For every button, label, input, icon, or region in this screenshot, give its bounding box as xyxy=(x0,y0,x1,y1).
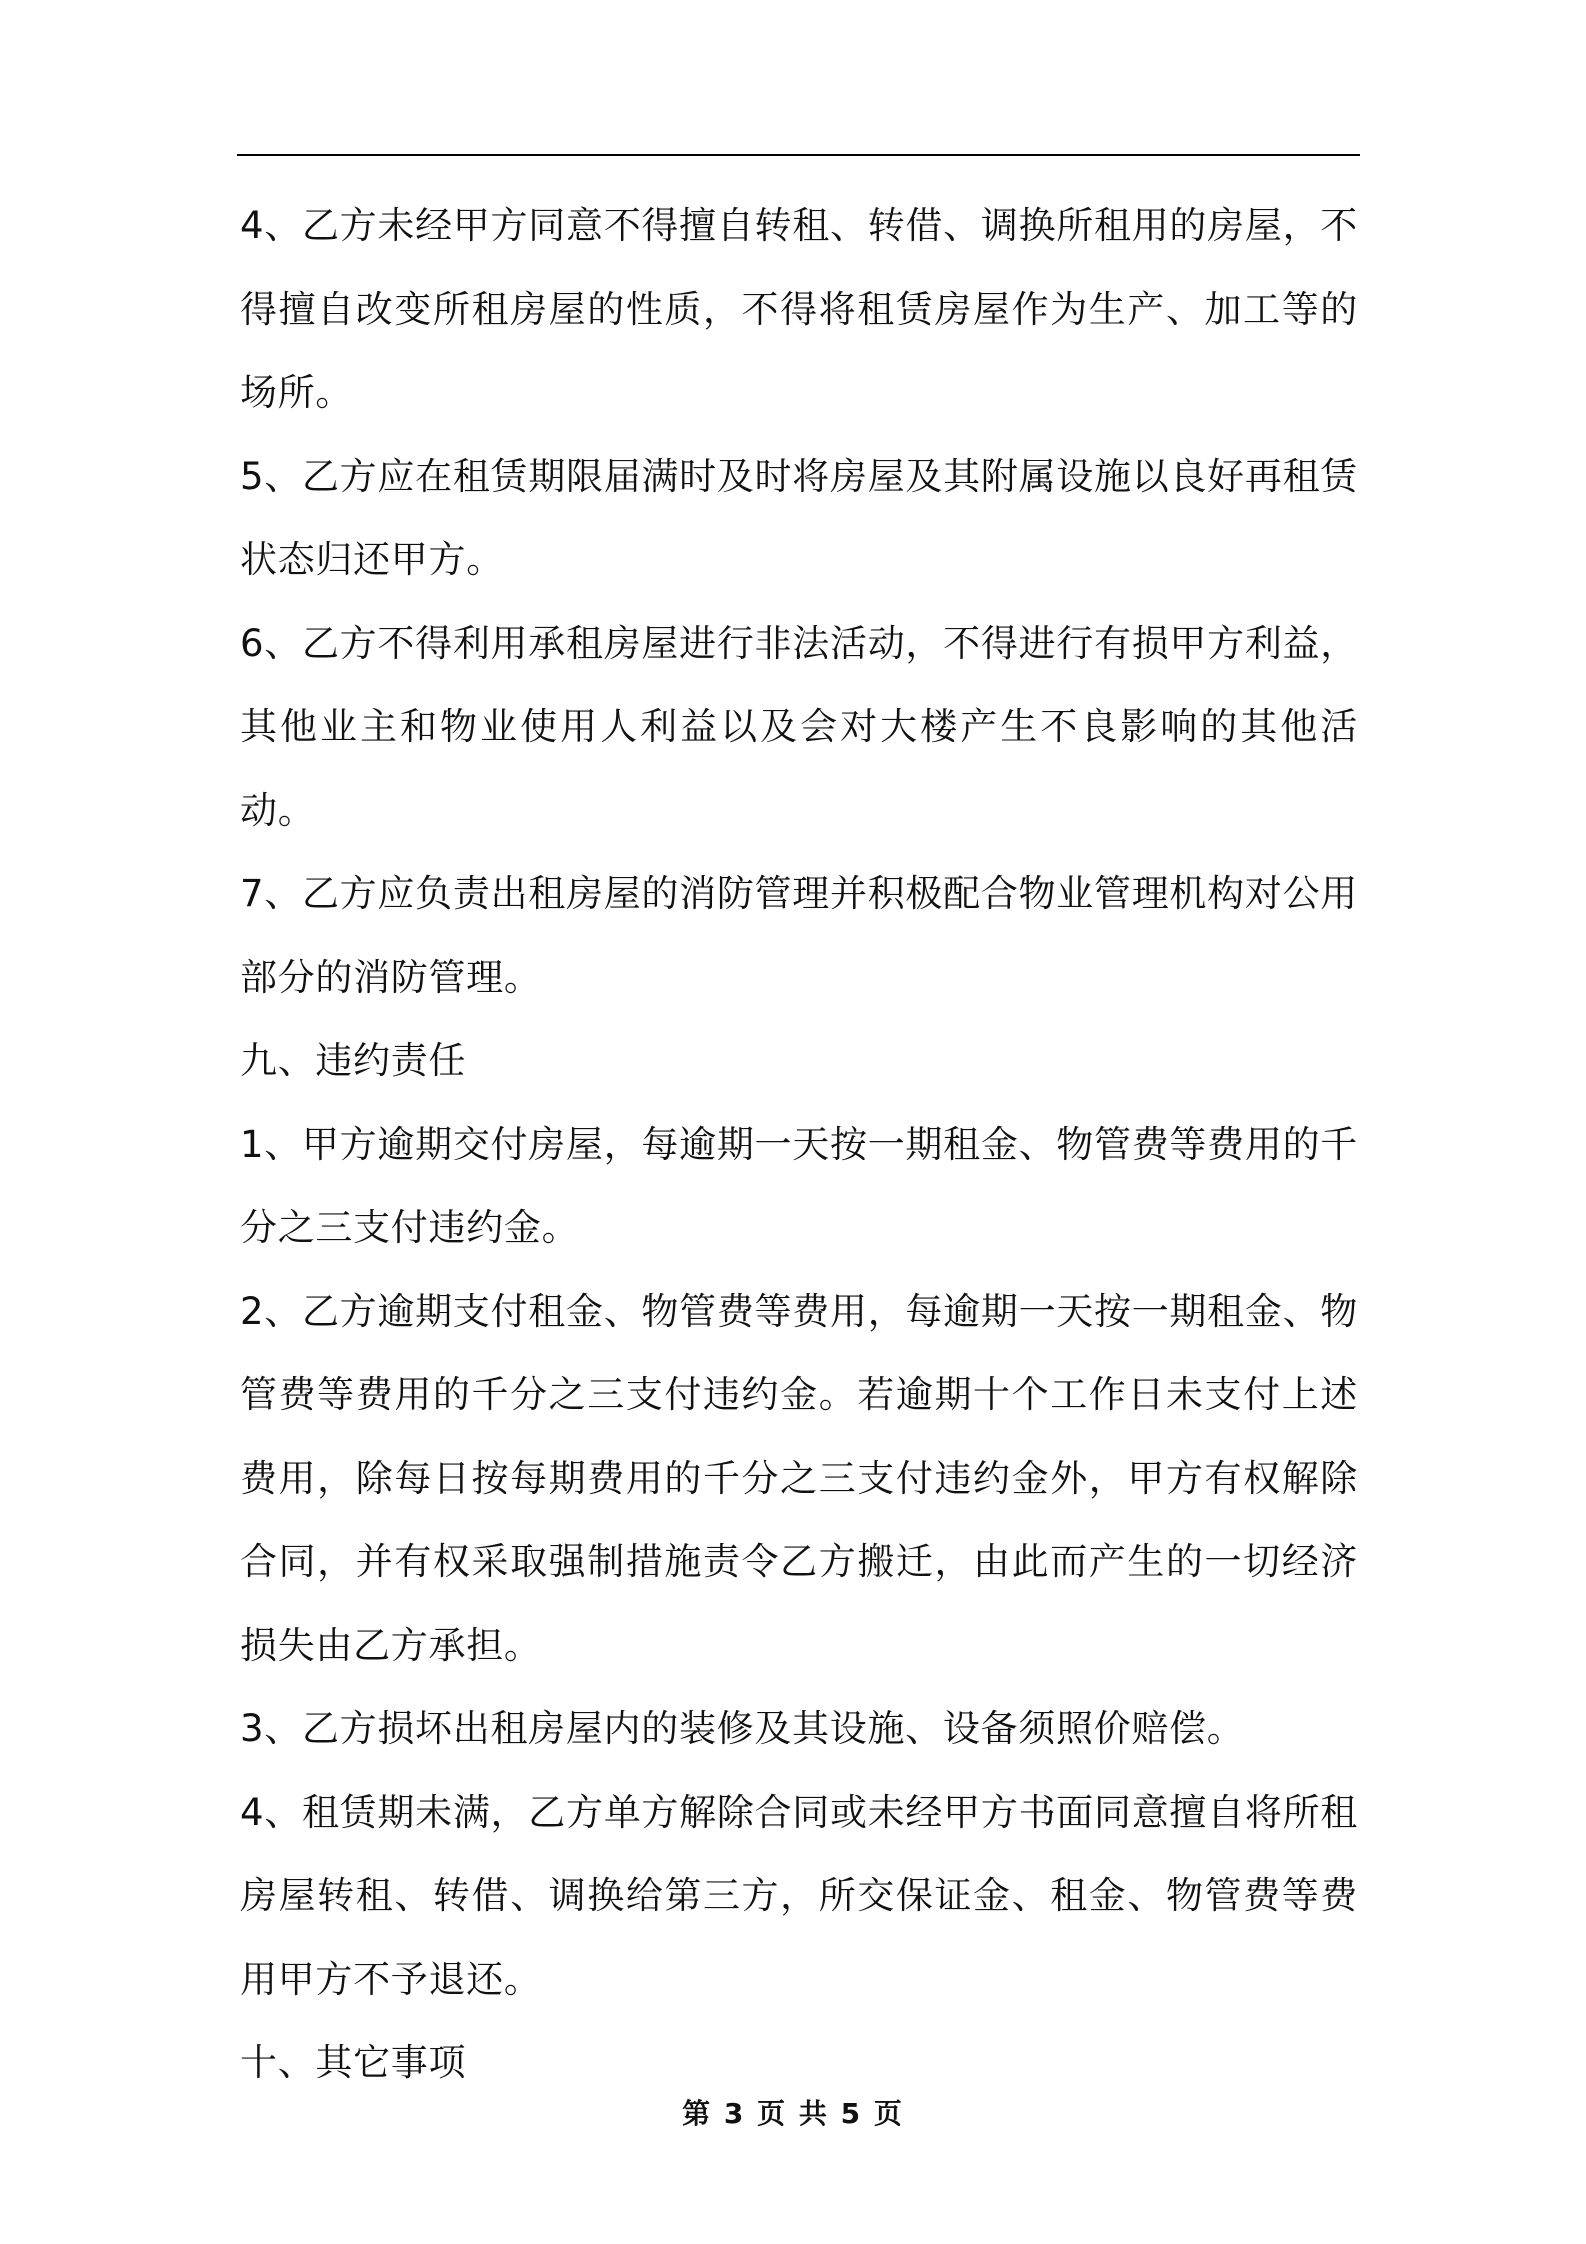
section-heading-breach-liability: 九、违约责任 xyxy=(240,1039,467,1082)
clause-9-3: 3、乙方损坏出租房屋内的装修及其设施、设备须照价赔偿。 xyxy=(240,1707,1245,1750)
clause-8-6: 6、乙方不得利用承租房屋进行非法活动，不得进行有损甲方利益，其他业主和物业使用人利益以及会对大楼产生不良影响的其他活动。 xyxy=(240,621,1358,832)
clause-8-7: 7、乙方应负责出租房屋的消防管理并积极配合物业管理机构对公用部分的消防管理。 xyxy=(240,872,1358,999)
clause-9-1: 1、甲方逾期交付房屋，每逾期一天按一期租金、物管费等费用的千分之三支付违约金。 xyxy=(240,1122,1358,1249)
clause-8-4: 4、乙方未经甲方同意不得擅自转租、转借、调换所租用的房屋，不得擅自改变所租房屋的性质，不得将租赁房屋作为生产、加工等的场所。 xyxy=(240,204,1358,414)
clause-9-4: 4、租赁期未满，乙方单方解除合同或未经甲方书面同意擅自将所租房屋转租、转借、调换给第三方，所交保证金、租金、物管费等费用甲方不予退还。 xyxy=(240,1790,1358,2001)
clause-9-2: 2、乙方逾期支付租金、物管费等费用，每逾期一天按一期租金、物管费等费用的千分之三支付违约金。若逾期十个工作日未支付上述费用，除每日按每期费用的千分之三支付违约金外，甲方有权解除合同，并有权采取强制措施责令乙方搬迁，由此而产生的一切经济损失由乙方承担。 xyxy=(240,1289,1358,1667)
header-rule xyxy=(237,154,1360,156)
page-footer xyxy=(0,2092,1586,2132)
page-number-label: 第 3 页 共 5 页 xyxy=(682,2097,904,2130)
clause-8-5: 5、乙方应在租赁期限届满时及时将房屋及其附属设施以良好再租赁状态归还甲方。 xyxy=(240,454,1358,581)
document-body xyxy=(240,184,1358,2105)
section-heading-other-matters: 十、其它事项 xyxy=(240,2041,467,2084)
